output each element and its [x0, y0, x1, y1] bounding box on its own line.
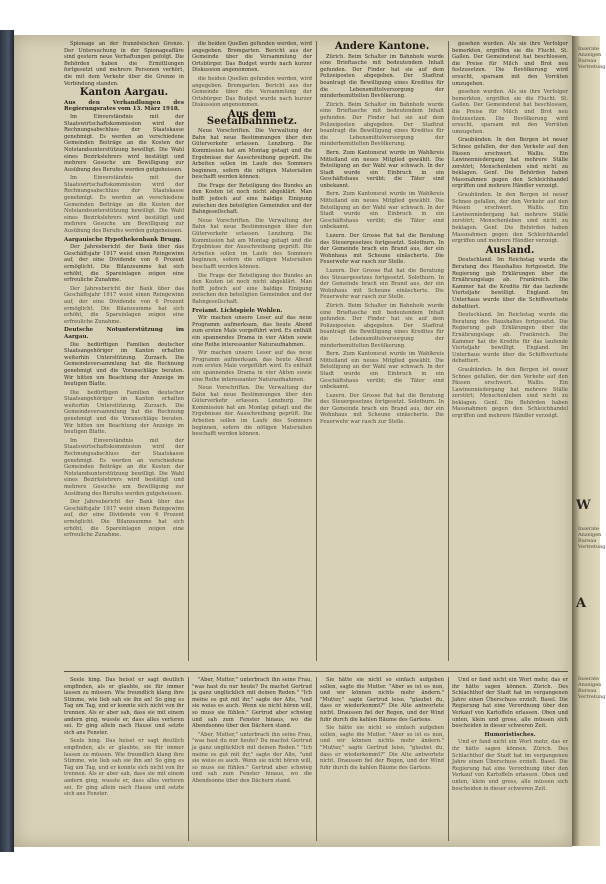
column-1-filler-2: Der Jahresbericht der Bank über das Geschäftsjahr 1917 weist einen Reingewinn auf, der eine Dividende von 6 Prozent ermöglicht. Die Bilanzsumme hat sich erhöht, die Spareinlagen zeigen eine erfreuliche Zunahme. [64, 499, 184, 539]
feuilleton-1-text-continued: Seele hing. Das heisst er sagt deutlich empfinden, als er glaubte, sie für immer lassen zu müssen. Wie freundlich klang ihre Stimme, wie lieb sah sie ihn an! So ging es Tag um Tag, und er konnte sich nicht von ihr trennen. Als er aber sah, dass sie mit einem andern ging, wusste er, dass alles verloren sei. Er ging allein nach Hause und setzte sich ans Fenster. [64, 738, 184, 798]
zuerich-text-continued: Zürich. Beim Schalter im Bahnhofe wurde eine Brieftasche mit bedeutendem Inhalt gefunden. Der Finder hat sie auf dem Polizeiposten abgegeben. Der Stadtrat beantragt die Bewilligung eines Kredites für die Lebensmittelversorgung der minderbemittelten Bevölkerung. [320, 101, 444, 148]
notunterstuetzung-subheading: Deutsche Notunterstützung im Aargau. [64, 327, 184, 340]
feuilleton-1-text: Seele hing. Das heisst er sagt deutlich empfinden, als er glaubte, sie für immer lassen zu müssen. Wie freundlich klang ihre Stimme, wie lieb sah sie ihn an! So ging es Tag um Tag, und er konnte sich nicht von ihr trennen. Als er aber sah, dass sie mit einem andern ging, wusste er, dass alles verloren sei. Er ging allein nach Hause und setzte sich ans Fenster. [64, 677, 184, 736]
zuerich-text: Zürich. Beim Schalter im Bahnhofe wurde eine Brieftasche mit bedeutendem Inhalt gefunden. Der Finder hat sie auf dem Polizeiposten abgegeben. Der Stadtrat beantragt die Bewilligung eines Kredites für die Lebensmittelversorgung der minderbemittelten Bevölkerung. [320, 53, 444, 100]
regierungsrat-text-continued: Im Einverständnis mit der Staatswirtschaftskommission wird der Rechnungsabschluss der Staatskasse genehmigt. Es werden an verschiedene Gemeinden Beiträge an die Kosten der Notstandsunterstützung bewilligt. Die Wahl eines Bezirkslehrers wird bestätigt und mehrere Gesuche um Bewilligung zur Ausübung des Berufes werden gutgeheissen. [64, 175, 184, 235]
column-2-filler: Neue Vorschriften. Die Verwaltung der Bahn hat neue Bestimmungen über den Güterverkehr erlassen. Lenzburg. Die Kommission hat am Montag getagt und die Ergebnisse der Ausschreibung geprüft. Die Arbeiten sollen im Laufe des Sommers beginnen, sofern die nötigen Materialien beschafft werden können. [192, 385, 312, 438]
regierungsrat-subheading: Aus den Verhandlungen des Regierungsrates vom 13. März 1918. [64, 99, 184, 113]
feuilleton-column-4 [452, 677, 568, 843]
feuilleton-column-3 [320, 677, 444, 843]
column-4-top-paragraph: gesehen wurden. Als sie ihre Verfolger bemerkten, ergriffen sie die Flucht. St. Gallen. Der Gemeinderat hat beschlossen, die Preise für Milch und Brot neu festzusetzen. Die Bevölkerung wird ersucht, sparsam mit den Vorräten umzugehen. [452, 41, 568, 87]
column-4-filler: Graubünden. In den Bergen ist neuer Schnee gefallen, der den Verkehr auf den Pässen erschwert. Wallis. Ein Lawinenniedergang hat mehrere Ställe zerstört; Menschenleben sind nicht zu beklagen. Genf. Die Behörden haben Massnahmen gegen den Schleichhandel ergriffen und mehrere Händler verzeigt. [452, 366, 568, 420]
column-2 [192, 41, 312, 666]
seetalbahn-text-3: Neue Vorschriften. Die Verwaltung der Bahn hat neue Bestimmungen über den Güterverkehr erlassen. Lenzburg. Die Kommission hat am Montag getagt und die Ergebnisse der Ausschreibung geprüft. Die Arbeiten sollen im Laufe des Sommers beginnen, sofern die nötigen Materialien beschafft werden können. [192, 217, 312, 270]
edge-letter-a: A [576, 596, 587, 611]
regierungsrat-text: Im Einverständnis mit der Staatswirtschaftskommission wird der Rechnungsabschluss der Staatskasse genehmigt. Es werden an verschiedene Gemeinden Beiträge an die Kosten der Notstandsunterstützung bewilligt. Die Wahl eines Bezirkslehrers wird bestätigt und mehrere Gesuche um Bewilligung zur Ausübung des Berufes werden gutgeheissen. [64, 113, 184, 173]
column-3-filler: Zürich. Beim Schalter im Bahnhofe wurde eine Brieftasche mit bedeutendem Inhalt gefunden. Der Finder hat sie auf dem Polizeiposten abgegeben. Der Stadtrat beantragt die Bewilligung eines Kredites für die Lebensmittelversorgung der minderbemittelten Bevölkerung. [320, 302, 444, 349]
column-3-filler-3: Luzern. Der Grosse Rat hat die Beratung des Steuergesetzes fortgesetzt. Solothurn. In der Gemeinde brach ein Brand aus, der ein Wohnhaus mit Scheune einäscherte. Die Feuerwehr war rasch zur Stelle. [320, 392, 444, 426]
feuilleton-rule-2 [316, 677, 317, 841]
seetalbahn-heading: Aus dem Seetalbahnnetz. [206, 108, 298, 127]
notunterstuetzung-text-continued: Die bedürftigen Familien deutscher Staatsangehöriger im Kanton erhalten weiterhin Unterstützung. Zurzach. Die Gemeindeversammlung hat die Rechnung genehmigt und die Voranschläge beraten. Wir bitten um Beachtung der Anzeige im heutigen Blatte. [64, 389, 184, 436]
lichtspiele-text-continued: Wir machen unsere Leser auf das neue Programm aufmerksam, das heute Abend zum ersten Male vorgeführt wird. Es enthält ein spannendes Drama in vier Akten sowie eine Reihe interessanter Naturaufnahmen. [192, 350, 312, 383]
feuilleton-3-text-continued: Sie hätte sie nicht so einfach aufgeben sollen, sagte die Mutter. "Aber so ist es nun, und wir können nichts mehr ändern." "Mutter," sagte Gertrud leise, "glaubst du, dass er wiederkommt?" Die Alte antwortete nicht. Draussen fiel der Regen, und der Wind fuhr durch die kahlen Bäume des Gartens. [320, 725, 444, 771]
notunterstuetzung-text: Die bedürftigen Familien deutscher Staatsangehöriger im Kanton erhalten weiterhin Unterstützung. Zurzach. Die Gemeindeversammlung hat die Rechnung genehmigt und die Voranschläge beraten. Wir bitten um Beachtung der Anzeige im heutigen Blatte. [64, 341, 184, 388]
seetalbahn-text: Neue Vorschriften. Die Verwaltung der Bahn hat neue Bestimmungen über den Güterverkehr erlassen. Lenzburg. Die Kommission hat am Montag getagt und die Ergebnisse der Ausschreibung geprüft. Die Arbeiten sollen im Laufe des Sommers beginnen, sofern die nötigen Materialien beschafft werden können. [192, 128, 312, 181]
feuilleton-4-text-continued: Und er fand nicht ein Wort mehr, das er ihr hätte sagen können. Zürich. Des Schlachthof der Stadt hat im vergangenen Jahre einen Überschuss erzielt. Basel. Die Regierung hat eine Verordnung über den Verkauf von Kartoffeln erlassen. Oben und unten, klein und gross, alle müssen sich bescheiden in dieser schweren Zeit. [452, 739, 568, 792]
newspaper-page [14, 35, 572, 847]
column-3 [320, 41, 444, 666]
binding-spine [0, 30, 14, 852]
feuilleton-column-1 [64, 677, 184, 843]
edge-text-middle: Inserate Anzeigen Bureau Vertretung [578, 526, 606, 550]
hypothekenbank-text-continued: Der Jahresbericht der Bank über das Geschäftsjahr 1917 weist einen Reingewinn auf, der eine Dividende von 6 Prozent ermöglicht. Die Bilanzsumme hat sich erhöht, die Spareinlagen zeigen eine erfreuliche Zunahme. [64, 285, 184, 325]
feuilleton-4-text: Und er fand nicht ein Wort mehr, das er ihr hätte sagen können. Zürich. Des Schlachthof der Stadt hat im vergangenen Jahre einen Überschuss erzielt. Basel. Die Regierung hat eine Verordnung über den Verkauf von Kartoffeln erlassen. Oben und unten, klein und gross, alle müssen sich bescheiden in dieser schweren Zeit. [452, 677, 568, 730]
column-2-top-paragraph: die beiden Quellen gefunden werden, wird angegeben. Bremgarten. Bericht aus der Gemeinde über die Versammlung der Ortsbürger. Das Budget wurde nach kurzer Diskussion angenommen. [192, 41, 312, 74]
bern-text-continued: Bern. Zum Kantonsrat wurde im Wahlkreis Mittelland ein neues Mitglied gewählt. Die Beteiligung an der Wahl war schwach. In der Stadt wurde ein Einbruch in ein Geschäftshaus verübt; die Täter sind unbekannt. [320, 191, 444, 231]
feuilleton-2-text-continued: "Aber, Mutter," unterbrach ihn seine Frau, "was hast du nur heute? Du machst Gertrud ja ganz unglücklich mit deinen Reden." "Ich meine es gut mit ihr," sagte der Alte, "und sie weiss es auch. Wenn sie nicht hören will, so muss sie fühlen." Gertrud aber schwieg und sah zum Fenster hinaus, wo die Abendsonne über den Dächern stand. [192, 731, 312, 784]
column-rule-3 [448, 41, 449, 661]
column-4-top-paragraph-continued: gesehen wurden. Als sie ihre Verfolger bemerkten, ergriffen sie die Flucht. St. Gallen. Der Gemeinderat hat beschlossen, die Preise für Milch und Brot neu festzusetzen. Die Bevölkerung wird ersucht, sparsam mit den Vorräten umzugehen. [452, 89, 568, 135]
kantone-news-text-continued: Graubünden. In den Bergen ist neuer Schnee gefallen, der den Verkehr auf den Pässen erschwert. Wallis. Ein Lawinenniedergang hat mehrere Ställe zerstört; Menschenleben sind nicht zu beklagen. Genf. Die Behörden haben Massnahmen gegen den Schleichhandel ergriffen und mehrere Händler verzeigt. [452, 192, 568, 245]
kanton-aargau-heading: Kanton Aargau. [79, 87, 169, 99]
seetalbahn-text-2: Die Frage der Beteiligung des Bundes an den Kosten ist noch nicht abgeklärt. Man hofft jedoch auf eine baldige Einigung zwischen den beteiligten Gemeinden und der Bahngesellschaft. [192, 182, 312, 216]
kantone-news-text: Graubünden. In den Bergen ist neuer Schnee gefallen, der den Verkehr auf den Pässen erschwert. Wallis. Ein Lawinenniedergang hat mehrere Ställe zerstört; Menschenleben sind nicht zu beklagen. Genf. Die Behörden haben Massnahmen gegen den Schleichhandel ergriffen und mehrere Händler verzeigt. [452, 137, 568, 190]
ausland-text-continued: Deutschland. Im Reichstag wurde die Beratung des Haushaltes fortgesetzt. Die Regierung gab Erklärungen über die Ernährungslage ab. Frankreich. Die Kammer hat die Kredite für das laufende Vierteljahr bewilligt. England. Im Unterhaus wurde über die Schiffsverluste debattiert. [452, 312, 568, 365]
edge-letter-w: W [576, 498, 591, 513]
feuilleton-rule-1 [188, 677, 189, 841]
hypothekenbank-subheading: Aargauische Hypothekenbank Brugg. [64, 236, 182, 243]
ausland-heading: Ausland. [485, 244, 535, 256]
edge-text-bottom: Inserate Anzeigen Bureau Vertretung [578, 676, 606, 700]
edge-text-top: Inserate Anzeigen Bureau Vertretung [578, 46, 606, 70]
hypothekenbank-text: Der Jahresbericht der Bank über das Geschäftsjahr 1917 weist einen Reingewinn auf, der eine Dividende von 6 Prozent ermöglicht. Die Bilanzsumme hat sich erhöht, die Spareinlagen zeigen eine erfreuliche Zunahme. [64, 244, 184, 284]
seetalbahn-text-4: Die Frage der Beteiligung des Bundes an den Kosten ist noch nicht abgeklärt. Man hofft jedoch auf eine baldige Einigung zwischen den beteiligten Gemeinden und der Bahngesellschaft. [192, 272, 312, 305]
column-3-filler-2: Bern. Zum Kantonsrat wurde im Wahlkreis Mittelland ein neues Mitglied gewählt. Die Beteiligung an der Wahl war schwach. In der Stadt wurde ein Einbruch in ein Geschäftshaus verübt; die Täter sind unbekannt. [320, 351, 444, 391]
feuilleton-divider [64, 671, 568, 672]
column-2-top-paragraph-continued: die beiden Quellen gefunden werden, wird angegeben. Bremgarten. Bericht aus der Gemeinde über die Versammlung der Ortsbürger. Das Budget wurde nach kurzer Diskussion angenommen. [192, 75, 312, 109]
next-page-edge [572, 36, 606, 846]
lichtspiele-subheading: Freiamt. Lichtspiele Wohlen. [192, 307, 283, 314]
bern-text: Bern. Zum Kantonsrat wurde im Wahlkreis Mittelland ein neues Mitglied gewählt. Die Beteiligung an der Wahl war schwach. In der Stadt wurde ein Einbruch in ein Geschäftshaus verübt; die Täter sind unbekannt. [320, 149, 444, 189]
luzern-text-continued: Luzern. Der Grosse Rat hat die Beratung des Steuergesetzes fortgesetzt. Solothurn. In der Gemeinde brach ein Brand aus, der ein Wohnhaus mit Scheune einäscherte. Die Feuerwehr war rasch zur Stelle. [320, 268, 444, 301]
ausland-text: Deutschland. Im Reichstag wurde die Beratung des Haushaltes fortgesetzt. Die Regierung gab Erklärungen über die Ernährungslage ab. Frankreich. Die Kammer hat die Kredite für das laufende Vierteljahr bewilligt. England. Im Unterhaus wurde über die Schiffsverluste debattiert. [452, 257, 568, 310]
feuilleton-column-2 [192, 677, 312, 843]
feuilleton-3-text: Sie hätte sie nicht so einfach aufgeben sollen, sagte die Mutter. "Aber so ist es nun, und wir können nichts mehr ändern." "Mutter," sagte Gertrud leise, "glaubst du, dass er wiederkommt?" Die Alte antwortete nicht. Draussen fiel der Regen, und der Wind fuhr durch die kahlen Bäume des Gartens. [320, 677, 444, 723]
column-1-top-paragraph: Spionage an der französischen Grenze. Der Untersuchung in der Spionageaffäre sind gestern neue Verhaftungen gefolgt. Die Behörden haben die Ermittlungen fortgesetzt und mehrere Personen verhört, die mit dem Verkehr über die Grenze in Verbindung standen. [64, 41, 184, 87]
column-rule-1 [188, 41, 189, 661]
lichtspiele-text: Wir machen unsere Leser auf das neue Programm aufmerksam, das heute Abend zum ersten Male vorgeführt wird. Es enthält ein spannendes Drama in vier Akten sowie eine Reihe interessanter Naturaufnahmen. [192, 315, 312, 348]
column-rule-2 [316, 41, 317, 661]
andere-kantone-heading: Andere Kantone. [334, 41, 430, 52]
column-1 [64, 41, 184, 666]
column-1-filler: Im Einverständnis mit der Staatswirtschaftskommission wird der Rechnungsabschluss der Staatskasse genehmigt. Es werden an verschiedene Gemeinden Beiträge an die Kosten der Notstandsunterstützung bewilligt. Die Wahl eines Bezirkslehrers wird bestätigt und mehrere Gesuche um Bewilligung zur Ausübung des Berufes werden gutgeheissen. [64, 437, 184, 497]
feuilleton-rule-3 [448, 677, 449, 841]
humoristisches-heading: Humoristisches. [484, 731, 536, 738]
feuilleton-2-text: "Aber, Mutter," unterbrach ihn seine Frau, "was hast du nur heute? Du machst Gertrud ja ganz unglücklich mit deinen Reden." "Ich meine es gut mit ihr," sagte der Alte, "und sie weiss es auch. Wenn sie nicht hören will, so muss sie fühlen." Gertrud aber schwieg und sah zum Fenster hinaus, wo die Abendsonne über den Dächern stand. [192, 677, 312, 730]
luzern-text: Luzern. Der Grosse Rat hat die Beratung des Steuergesetzes fortgesetzt. Solothurn. In der Gemeinde brach ein Brand aus, der ein Wohnhaus mit Scheune einäscherte. Die Feuerwehr war rasch zur Stelle. [320, 233, 444, 266]
column-4 [452, 41, 568, 666]
